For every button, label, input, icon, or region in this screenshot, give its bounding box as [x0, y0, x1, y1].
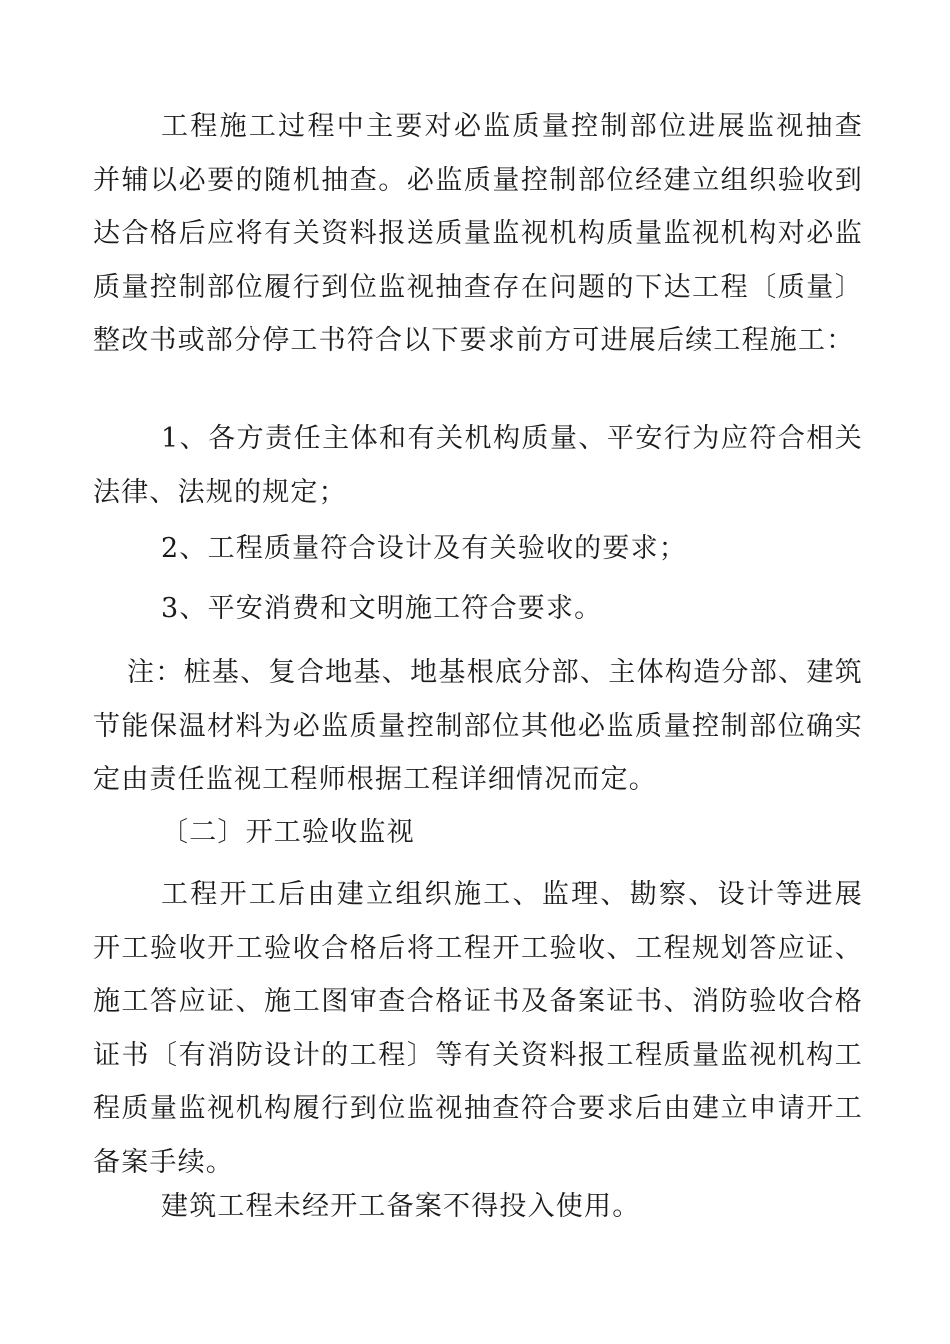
paragraph-final-note: 建筑工程未经开工备案不得投入使用。	[161, 1191, 641, 1222]
paragraph-requirement-3: 3、平安消费和文明施工符合要求。	[161, 593, 603, 624]
paragraph-commencement-acceptance: 工程开工后由建立组织施工、监理、勘察、设计等进展开工验收开工验收合格后将工程开工验收、工程规划答应证、施工答应证、施工图审查合格证书及备案证书、消防验收合格证书〔有消防设计的工程〕等有关资料报工程质量监视机构工程质量监视机构履行到位监视抽查符合要求后由建立申请开工备案手续。	[93, 879, 863, 1178]
paragraph-note: 注：桩基、复合地基、地基根底分部、主体构造分部、建筑节能保温材料为必监质量控制部位其他必监质量控制部位确实定由责任监视工程师根据工程详细情况而定。	[93, 657, 863, 795]
paragraph-requirement-2: 2、工程质量符合设计及有关验收的要求；	[161, 533, 687, 564]
section-heading-commencement: 〔二〕开工验收监视	[161, 817, 415, 848]
paragraph-requirement-1: 1、各方责任主体和有关机构质量、平安行为应符合相关法律、法规的规定；	[93, 423, 863, 508]
paragraph-inspection-scope: 工程施工过程中主要对必监质量控制部位进展监视抽查并辅以必要的随机抽查。必监质量控制部位经建立组织验收到达合格后应将有关资料报送质量监视机构质量监视机构对必监质量控制部位履行到位监视抽查存在问题的下达工程〔质量〕整改书或部分停工书符合以下要求前方可进展后续工程施工：	[93, 111, 863, 356]
